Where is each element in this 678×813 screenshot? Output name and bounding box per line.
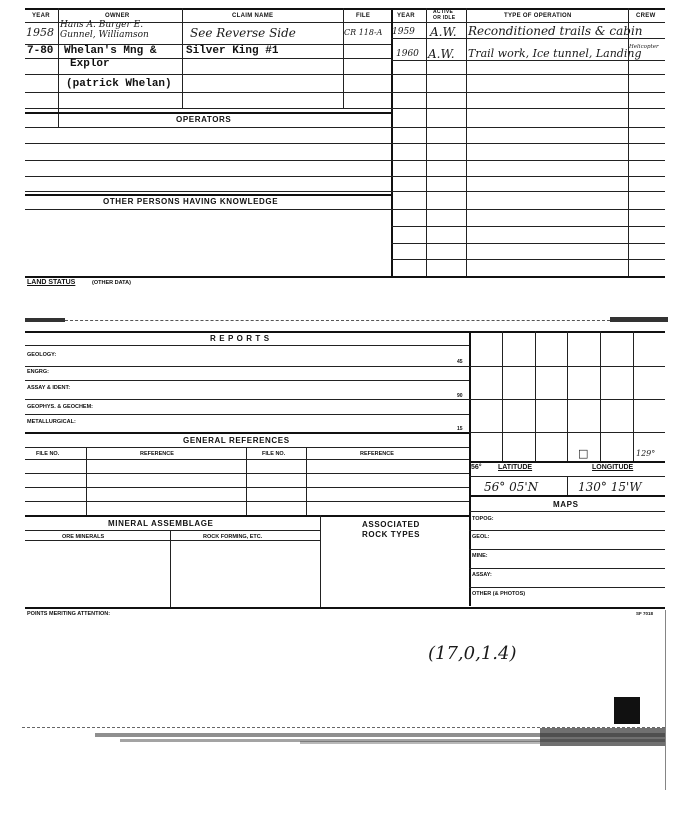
ref-header-file-2: FILE NO. [262,451,286,457]
owner-name-2: Whelan's Mng & [64,45,157,57]
rock-types-label: ROCK TYPES [362,530,421,539]
report-geology-num: 45 [457,359,463,365]
report-geophys: GEOPHYS. & GEOCHEM: [27,404,94,410]
rock-forming-label: ROCK FORMING, ETC. [203,534,263,540]
header-type-of-operation: TYPE OF OPERATION [504,13,572,19]
owner-year-1: 1958 [26,26,54,39]
maps-title: MAPS [553,500,579,509]
report-metallurgical-num: 15 [457,426,463,432]
ref-header-reference-2: REFERENCE [360,451,394,457]
header-active: ACTIVE [433,9,454,15]
points-label: POINTS MERITING ATTENTION: [27,611,111,617]
operators-label: OPERATORS [176,115,232,124]
op-year-2: 1960 [396,49,419,59]
other-persons-label: OTHER PERSONS HAVING KNOWLEDGE [103,197,279,206]
map-mine: MINE: [472,553,488,559]
owner-name-1b: Gunnel, Williamson [60,30,149,40]
header-owner: OWNER [105,13,130,19]
header-year: YEAR [32,13,50,19]
op-type-1: Reconditioned trails & cabin [468,24,643,38]
longitude-label: LONGITUDE [592,464,634,471]
form-code: SF 7018 [636,611,654,616]
owner-year-2: 7-80 [27,45,54,57]
mineral-assemblage-title: MINERAL ASSEMBLAGE [108,519,214,528]
claim-name-1: See Reverse Side [190,26,296,40]
header-file: FILE [356,13,371,19]
corner-mark: 129° [636,449,656,458]
reports-title: R E P O R T S [210,334,270,343]
map-geol: GEOL: [472,534,490,540]
header-crew: CREW [636,13,656,19]
associated-label: ASSOCIATED [362,520,420,529]
header-or-idle: OR IDLE [433,15,456,21]
land-status-sub: (OTHER DATA) [92,280,131,286]
map-other: OTHER (& PHOTOS) [472,591,526,597]
ore-minerals-label: ORE MINERALS [62,534,105,540]
handwritten-coords: (17,0,1.4) [428,643,517,664]
report-metallurgical: METALLURGICAL: [27,419,76,425]
general-references-title: GENERAL REFERENCES [183,436,290,445]
op-year-1: 1959 [392,27,415,37]
op-status-2: A.W. [428,47,455,61]
owner-name-1a: Hans A. Burger E. [60,20,144,30]
claim-name-2: Silver King #1 [186,45,279,57]
ref-header-file-1: FILE NO. [36,451,60,457]
longitude-value: 130° 15'W [578,480,642,494]
file-1: CR 118-A [344,28,383,37]
latitude-value: 56° 05'N [484,480,539,494]
header-claim-name: CLAIM NAME [232,13,274,19]
map-assay: ASSAY: [472,572,492,578]
owner-name-3: Explor [70,58,110,70]
ref-header-reference-1: REFERENCE [140,451,174,457]
latitude-label: LATITUDE [498,464,533,471]
header-year-2: YEAR [397,13,415,19]
owner-name-4: (patrick Whelan) [66,78,172,90]
report-engrg: ENGRG: [27,369,49,375]
op-crew-2: Helicopter [629,44,659,50]
map-topog: TOPOG: [472,516,494,522]
report-assay-num: 90 [457,393,463,399]
land-status-label: LAND STATUS [27,279,76,286]
op-type-2: Trail work, Ice tunnel, Landing [468,47,642,60]
grid-number: 56° [471,464,482,471]
report-geology: GEOLOGY: [27,352,57,358]
op-status-1: A.W. [430,25,457,39]
report-assay: ASSAY & IDENT: [27,385,71,391]
square-mark: □ [578,447,589,460]
